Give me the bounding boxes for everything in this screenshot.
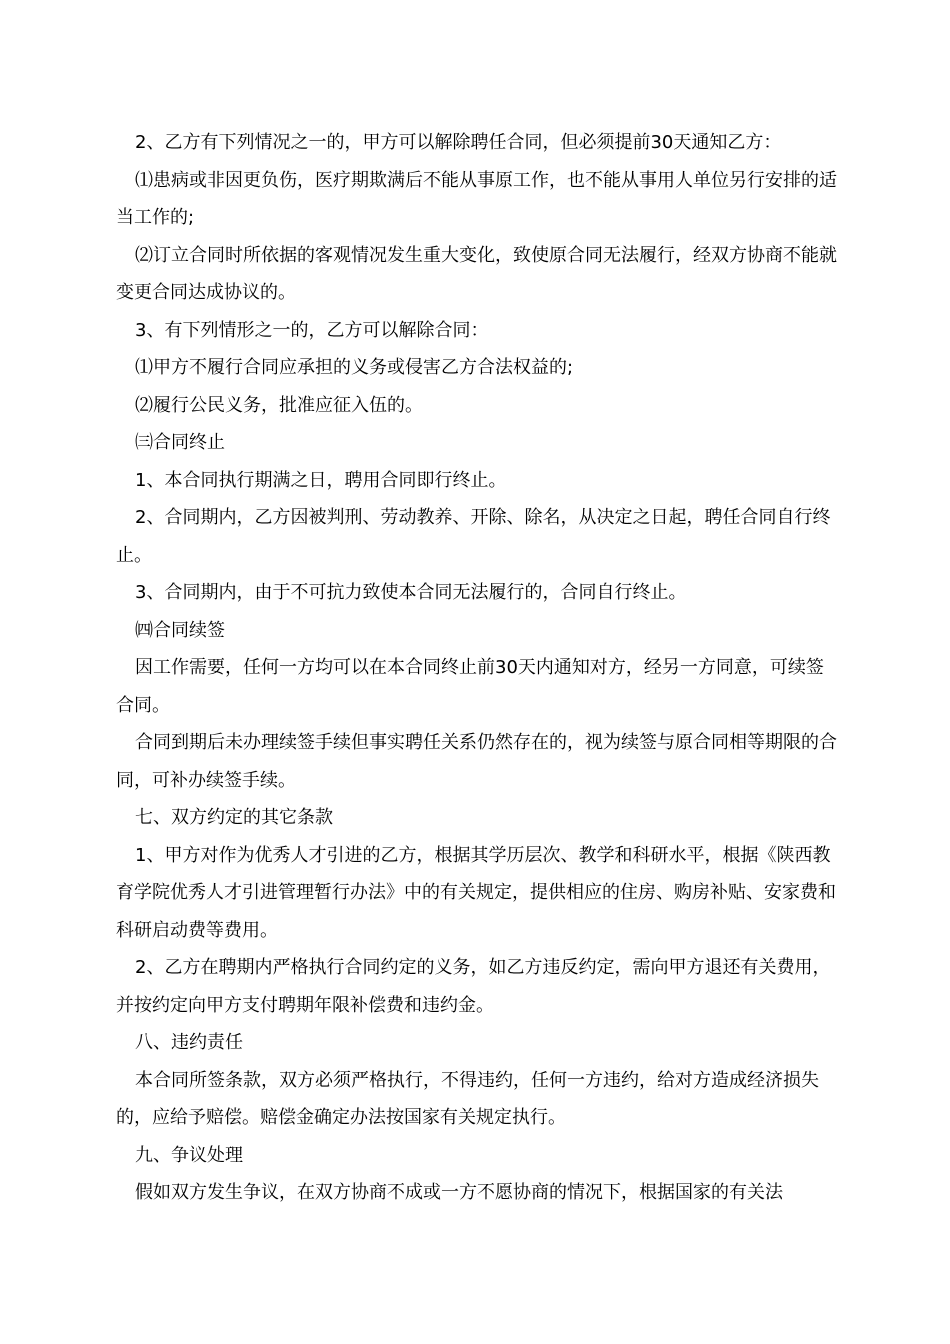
paragraph-liability-terms: 本合同所签条款，双方必须严格执行，不得违约，任何一方违约，给对方造成经济损失的，应给予赔偿。赔偿金确定办法按国家有关规定执行。 bbox=[116, 1069, 819, 1128]
section-heading-other-terms: 七、双方约定的其它条款 bbox=[135, 807, 333, 828]
section-heading-contract-end: ㈢合同终止 bbox=[135, 432, 225, 453]
section-heading-liability: 八、违约责任 bbox=[135, 1032, 243, 1053]
paragraph-talent-benefits: 1、甲方对作为优秀人才引进的乙方，根据其学历层次、教学和科研水平，根据《陕西教育学院优秀人才引进管理暂行办法》中的有关规定，提供相应的住房、购房补贴、安家费和科研启动费等费用。 bbox=[116, 844, 836, 941]
paragraph-renewal-notice: 因工作需要，任何一方均可以在本合同终止前30天内通知对方，经另一方同意，可续签合同。 bbox=[116, 657, 824, 716]
section-heading-contract-renewal: ㈣合同续签 bbox=[135, 619, 225, 641]
paragraph-dispute-terms: 假如双方发生争议，在双方协商不成或一方不愿协商的情况下，根据国家的有关法 bbox=[135, 1182, 783, 1203]
paragraph-military-service-clause: ⑵履行公民义务，批准应征入伍的。 bbox=[135, 394, 423, 416]
document-body bbox=[116, 124, 838, 1212]
paragraph-circumstance-change-clause: ⑵订立合同时所依据的客观情况发生重大变化，致使原合同无法履行，经双方协商不能就变更合同达成协议的。 bbox=[116, 244, 837, 303]
paragraph-termination-by-employer: 2、乙方有下列情况之一的，甲方可以解除聘任合同，但必须提前30天通知乙方： bbox=[135, 132, 782, 153]
paragraph-term-expiry: 1、本合同执行期满之日，聘用合同即行终止。 bbox=[135, 469, 507, 491]
paragraph-force-majeure: 3、合同期内，由于不可抗力致使本合同无法履行的，合同自行终止。 bbox=[135, 582, 687, 603]
section-heading-dispute: 九、争议处理 bbox=[135, 1144, 243, 1166]
paragraph-illness-clause: ⑴患病或非因更负伤，医疗期欺满后不能从事原工作，也不能从事用人单位另行安排的适当工作的; bbox=[116, 169, 837, 228]
paragraph-criminal-termination: 2、合同期内，乙方因被判刑、劳动教养、开除、除名，从决定之日起，聘任合同自行终止。 bbox=[116, 507, 831, 566]
paragraph-termination-by-employee: 3、有下列情形之一的，乙方可以解除合同： bbox=[135, 319, 489, 341]
paragraph-de-facto-renewal: 合同到期后未办理续签手续但事实聘任关系仍然存在的，视为续签与原合同相等期限的合同，可补办续签手续。 bbox=[116, 732, 837, 791]
paragraph-breach-refund: 2、乙方在聘期内严格执行合同约定的义务，如乙方违反约定，需向甲方退还有关费用，并按约定向甲方支付聘期年限补偿费和违约金。 bbox=[116, 957, 831, 1016]
paragraph-employer-breach-clause: ⑴甲方不履行合同应承担的义务或侵害乙方合法权益的; bbox=[135, 357, 574, 378]
